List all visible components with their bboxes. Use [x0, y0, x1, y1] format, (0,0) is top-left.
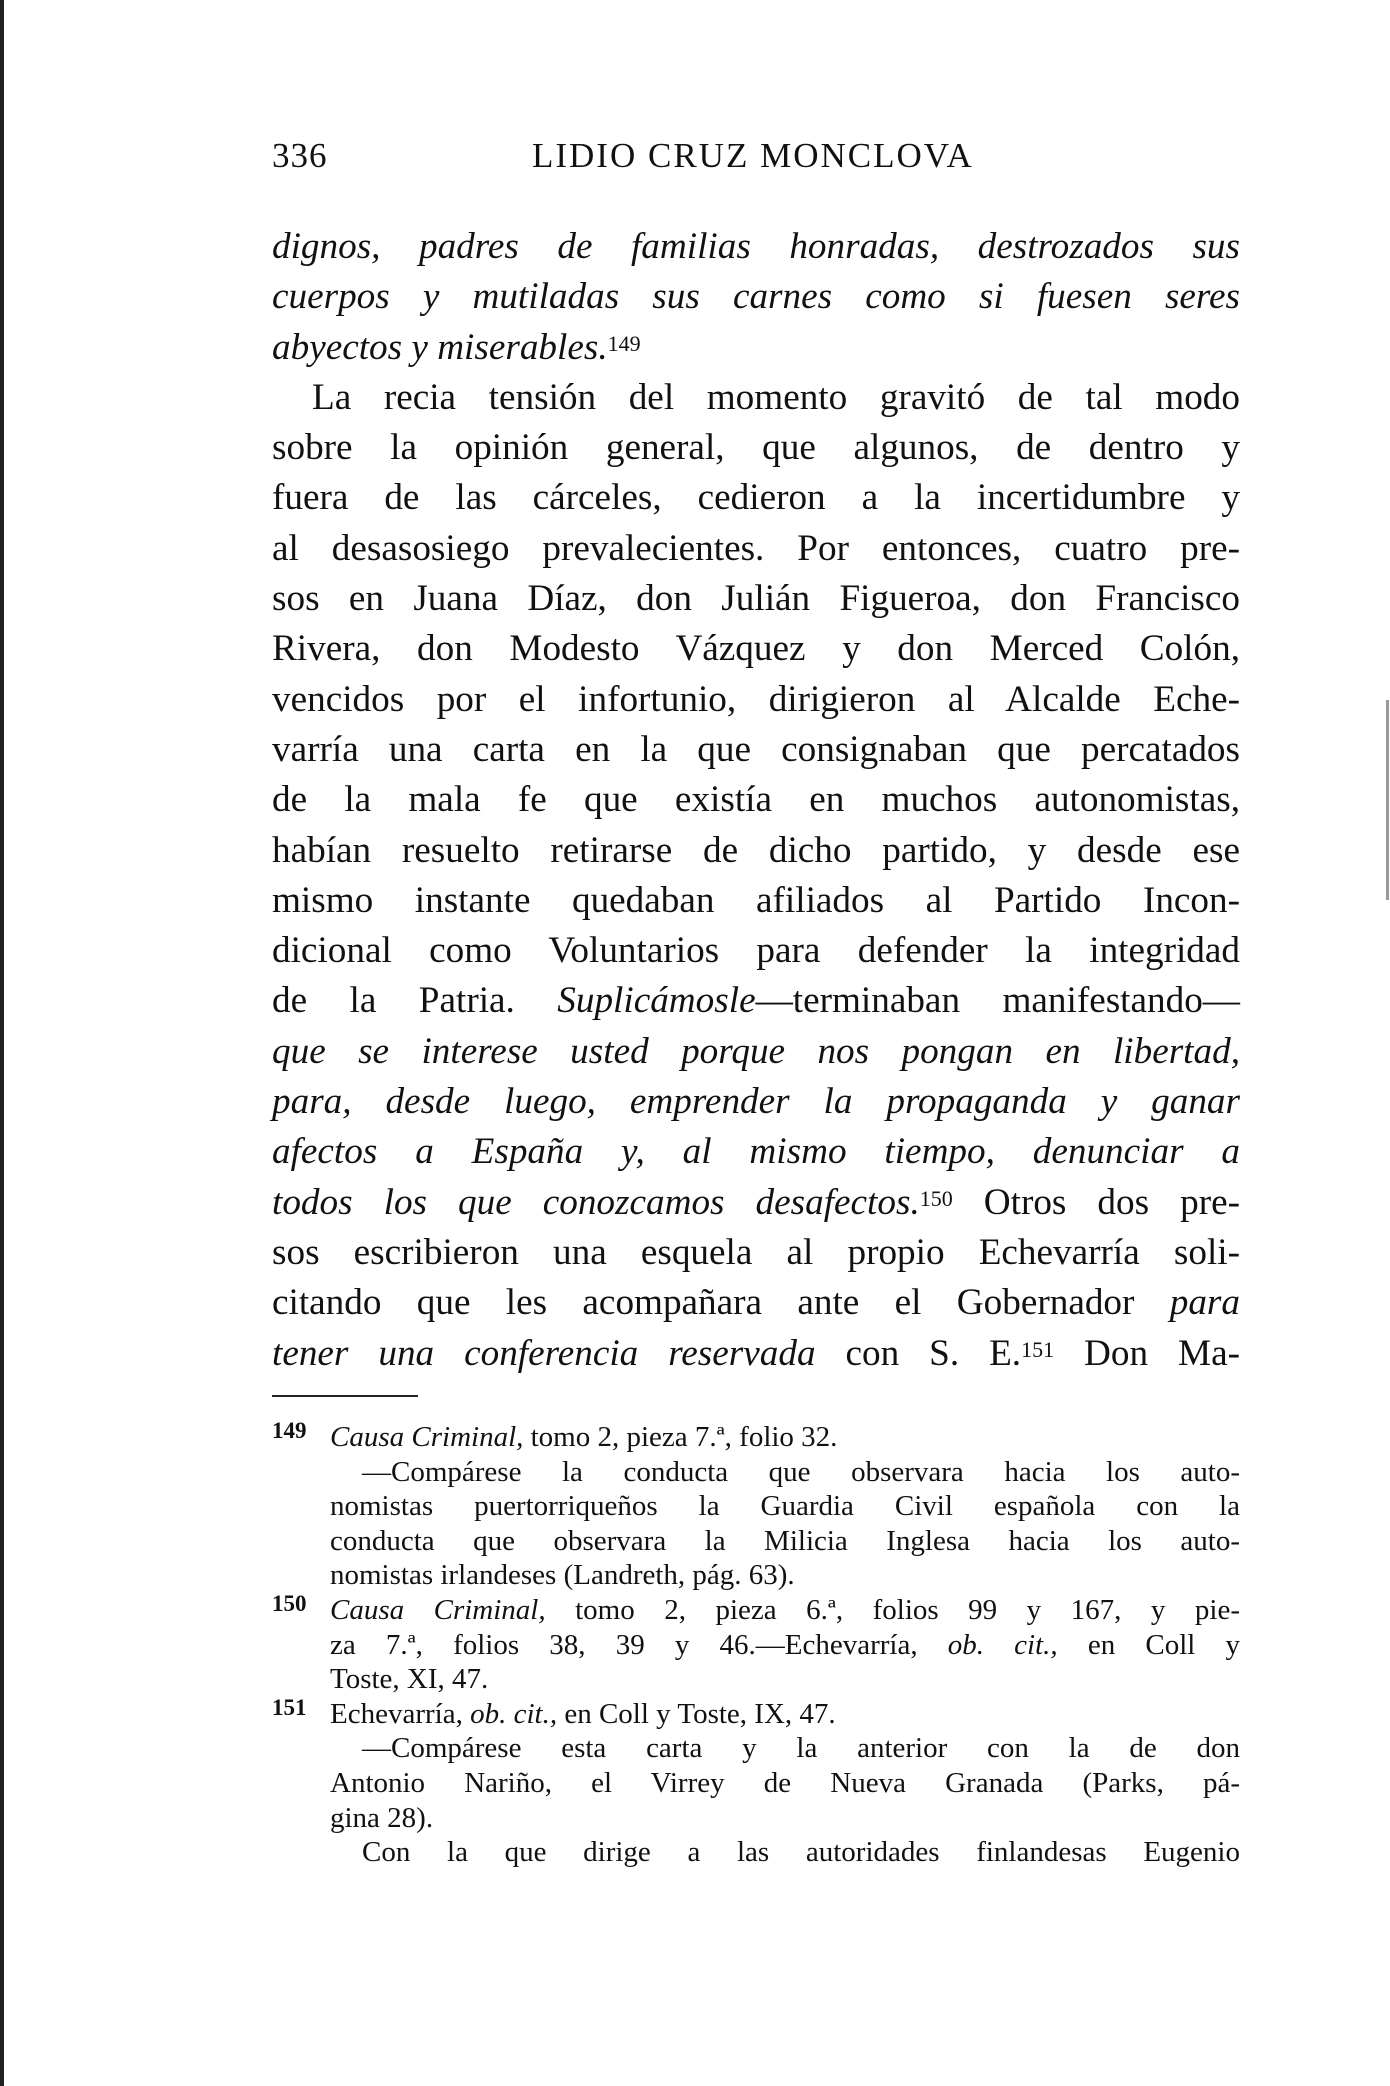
text-segment: Antonio Nariño, el Virrey de Nueva Granada (Parks, pá-: [330, 1766, 1240, 1799]
footnote-line: [272, 1558, 1240, 1593]
text-segment: al desasosiego prevalecientes. Por entonces, cuatro pre-: [272, 527, 1240, 569]
body-line: [272, 624, 1240, 674]
text-segment: conducta que observara la Milicia Inglesa hacia los auto-: [330, 1524, 1240, 1557]
body-line: [272, 373, 1240, 423]
footnote-line: [272, 1766, 1240, 1801]
italic-text: para: [1169, 1282, 1240, 1324]
text-segment: Con la que dirige a las autoridades finlandesas Eugenio: [362, 1836, 1240, 1869]
body-line: [272, 1329, 1240, 1379]
italic-text: abyectos y miserables.: [272, 326, 608, 368]
footnote-number: 150: [272, 1590, 307, 1616]
text-segment: nomistas irlandeses (Landreth, pág. 63).: [330, 1559, 795, 1592]
text-segment: La recia tensión del momento gravitó de tal modo: [312, 376, 1240, 418]
text-segment: en Coll y Toste, IX, 47.: [557, 1697, 836, 1730]
body-line: [272, 1278, 1240, 1328]
body-line: [272, 473, 1240, 523]
body-line: [272, 272, 1240, 322]
footnote-separator: [272, 1395, 418, 1397]
page-number: 336: [272, 136, 328, 175]
body-line: [272, 976, 1240, 1026]
text-segment: sos escribieron una esquela al propio Echevarría soli-: [272, 1231, 1240, 1273]
body-line: [272, 876, 1240, 926]
page-header: [272, 136, 1240, 186]
body-line: [272, 1178, 1240, 1228]
italic-text: todos los que conozcamos desafectos.: [272, 1181, 920, 1223]
text-segment: dicional como Voluntarios para defender la integridad: [272, 930, 1240, 972]
page-left-edge: [0, 0, 4, 2086]
text-segment: gina 28).: [330, 1801, 434, 1834]
footnote-reference: 149: [607, 330, 641, 356]
footnote-line: [272, 1590, 1240, 1628]
text-segment: Don Ma-: [1054, 1332, 1240, 1374]
footnote-line: [272, 1662, 1240, 1697]
text-segment: Echevarría,: [330, 1697, 471, 1730]
footnotes: [272, 1420, 1240, 1870]
text-segment: mismo instante quedaban afiliados al Partido Incon-: [272, 879, 1240, 921]
scan-artifact-line: [1386, 700, 1389, 900]
text-segment: za 7.ª, folios 38, 39 y 46.—Echevarría,: [330, 1628, 948, 1661]
text-segment: Rivera, don Modesto Vázquez y don Merced Colón,: [272, 628, 1240, 670]
text-segment: —terminaban manifestando—: [755, 980, 1240, 1022]
body-line: [272, 222, 1240, 272]
body-line: [272, 725, 1240, 775]
body-line: [272, 1127, 1240, 1177]
text-segment: sobre la opinión general, que algunos, de dentro y: [272, 427, 1240, 469]
text-segment: habían resuelto retirarse de dicho partido, y desde ese: [272, 829, 1240, 871]
italic-text: Suplicámosle: [557, 980, 756, 1022]
italic-text: que se interese usted porque nos pongan en libertad,: [272, 1030, 1240, 1072]
body-line: [272, 1077, 1240, 1127]
text-segment: Otros dos pre-: [952, 1181, 1240, 1223]
body-line: [272, 675, 1240, 725]
footnote-number: 149: [272, 1418, 307, 1443]
text-segment: —Compárese la conducta que observara hacia los auto-: [362, 1455, 1240, 1488]
footnote-line: [272, 1801, 1240, 1836]
text-segment: de la mala fe que existía en muchos autonomistas,: [272, 779, 1240, 821]
body-line: [272, 524, 1240, 574]
body-line: [272, 1228, 1240, 1278]
text-segment: nomistas puertorriqueños la Guardia Civil española con la: [330, 1490, 1240, 1523]
body-line: [272, 775, 1240, 825]
footnote-line: [272, 1835, 1240, 1870]
italic-text: para, desde luego, emprender la propaganda y ganar: [272, 1081, 1240, 1123]
body-text: [272, 222, 1240, 1379]
text-segment: tomo 2, pieza 6.ª, folios 99 y 167, y pie-: [545, 1593, 1240, 1626]
text-segment: sos en Juana Díaz, don Julián Figueroa, don Francisco: [272, 578, 1240, 620]
body-line: [272, 323, 1240, 373]
italic-text: cuerpos y mutiladas sus carnes como si fuesen seres: [272, 276, 1240, 318]
italic-text: Causa Criminal,: [330, 1421, 524, 1453]
footnote-line: [272, 1420, 1240, 1455]
italic-text: dignos, padres de familias honradas, destrozados sus: [272, 226, 1240, 267]
footnote-reference: 151: [1021, 1336, 1055, 1362]
footnote-line: [272, 1455, 1240, 1490]
footnote-line: [272, 1628, 1240, 1663]
text-segment: de la Patria.: [272, 980, 558, 1022]
text-segment: varría una carta en la que consignaban que percatados: [272, 728, 1240, 770]
body-line: [272, 926, 1240, 976]
footnote-line: [272, 1489, 1240, 1524]
footnote-line: [272, 1694, 1240, 1732]
body-line: [272, 1027, 1240, 1077]
text-segment: citando que les acompañara ante el Gobernador: [272, 1282, 1170, 1324]
text-segment: fuera de las cárceles, cedieron a la incertidumbre y: [272, 477, 1240, 519]
text-segment: Toste, XI, 47.: [330, 1663, 489, 1696]
italic-text: Causa Criminal,: [330, 1593, 546, 1626]
text-segment: con S. E.: [815, 1332, 1022, 1374]
italic-text: tener una conferencia reservada: [272, 1332, 816, 1374]
text-segment: vencidos por el infortunio, dirigieron al Alcalde Eche-: [272, 678, 1240, 720]
text-segment: tomo 2, pieza 7.ª, folio 32.: [523, 1421, 838, 1453]
footnote-reference: 150: [919, 1185, 953, 1211]
footnote-line: [272, 1731, 1240, 1766]
footnote-line: [272, 1524, 1240, 1559]
text-segment: en Coll y: [1057, 1628, 1240, 1661]
running-title: LIDIO CRUZ MONCLOVA: [532, 136, 974, 175]
body-line: [272, 423, 1240, 473]
italic-text: afectos a España y, al mismo tiempo, denunciar a: [272, 1131, 1240, 1173]
body-line: [272, 826, 1240, 876]
footnote-number: 151: [272, 1694, 307, 1720]
italic-text: ob. cit.,: [470, 1697, 558, 1730]
body-line: [272, 574, 1240, 624]
text-segment: —Compárese esta carta y la anterior con la de don: [362, 1732, 1240, 1765]
italic-text: ob. cit.,: [947, 1628, 1058, 1661]
